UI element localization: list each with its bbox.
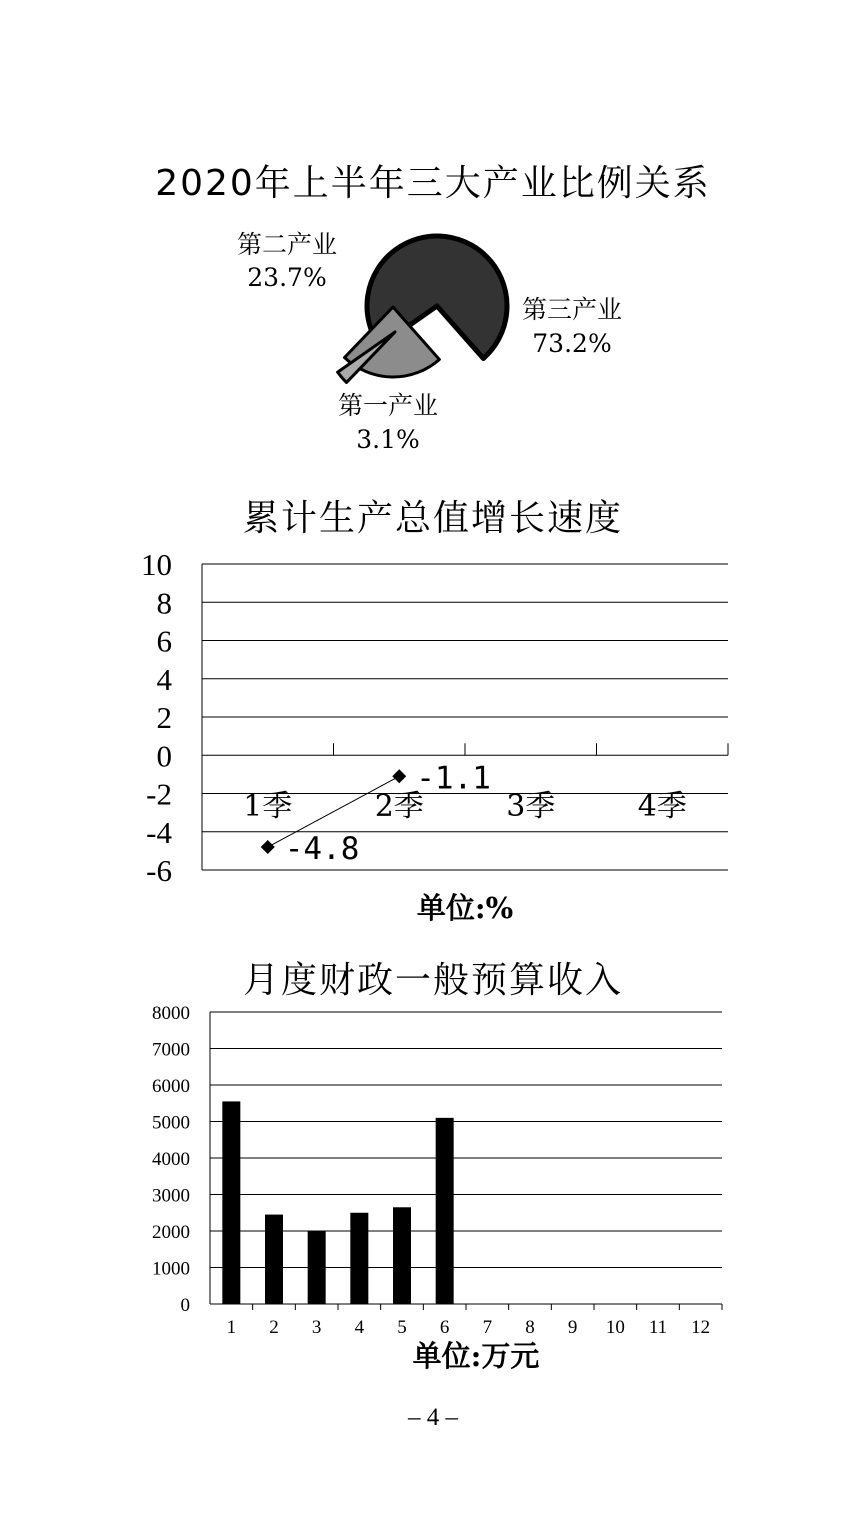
- bar-chart-bars: [222, 1101, 453, 1304]
- line-chart-title: 累计生产总值增长速度: [242, 498, 624, 539]
- page-number: – 4 –: [408, 1404, 458, 1431]
- bar-x-category-label: 3: [311, 1317, 322, 1338]
- bar-y-tick-label: 1000: [152, 1258, 190, 1280]
- line-y-tick-label: 10: [141, 547, 172, 582]
- bar-x-category-label: 6: [439, 1317, 450, 1338]
- bar-chart: [152, 960, 722, 1373]
- line-x-category-label: 4季: [637, 789, 687, 824]
- line-y-tick-label: -4: [146, 814, 172, 850]
- bar-chart-grid: [210, 1012, 722, 1310]
- bar-x-category-label: 5: [397, 1317, 407, 1338]
- line-data-point: [392, 769, 406, 783]
- bar-month-6: [436, 1118, 454, 1304]
- pie-chart-title: 2020年上半年三大产业比例关系: [155, 163, 711, 204]
- pie-chart: [155, 163, 711, 454]
- line-chart-grid: [202, 564, 728, 870]
- bar-chart-title: 月度财政一般预算收入: [242, 960, 624, 1001]
- line-y-tick-label: -6: [146, 853, 172, 888]
- bar-y-tick-label: 8000: [152, 1003, 190, 1024]
- line-x-category-label: 1季: [243, 789, 293, 824]
- bar-y-tick-label: 5000: [152, 1112, 190, 1134]
- pie-value-primary: 3.1%: [356, 425, 420, 454]
- line-y-tick-label: 2: [156, 700, 172, 735]
- pie-value-secondary: 23.7%: [247, 263, 327, 292]
- bar-chart-x-axis: [227, 1317, 711, 1338]
- bar-x-category-label: 8: [525, 1317, 535, 1338]
- bar-y-tick-label: 7000: [152, 1039, 190, 1061]
- line-x-category-label: 2季: [374, 789, 424, 824]
- bar-chart-unit-label: 单位:万元: [412, 1339, 540, 1373]
- bar-x-category-label: 12: [691, 1317, 711, 1338]
- line-data-label: -1.1: [416, 760, 491, 797]
- line-x-category-label: 3季: [506, 789, 556, 824]
- line-y-tick-label: 8: [156, 585, 172, 621]
- line-data-label: -4.8: [284, 831, 360, 868]
- pie-label-secondary: 第二产业: [236, 230, 338, 259]
- bar-x-category-label: 7: [482, 1317, 493, 1338]
- bar-x-category-label: 2: [269, 1317, 279, 1338]
- bar-y-tick-label: 2000: [152, 1222, 190, 1243]
- line-y-tick-label: 4: [156, 661, 172, 697]
- line-data-point: [261, 840, 275, 854]
- pie-value-tertiary: 73.2%: [532, 329, 612, 358]
- bar-month-1: [222, 1101, 240, 1304]
- bar-chart-y-axis: [152, 1003, 190, 1316]
- pie-slices: [338, 236, 507, 382]
- line-y-tick-label: 6: [156, 623, 172, 659]
- bar-x-category-label: 10: [605, 1317, 625, 1338]
- pie-label-primary: 第一产业: [337, 391, 439, 420]
- bar-month-2: [265, 1215, 283, 1304]
- line-chart-unit-label: 单位:%: [416, 891, 514, 925]
- bar-month-4: [350, 1213, 368, 1304]
- bar-y-tick-label: 0: [180, 1295, 190, 1316]
- bar-month-5: [393, 1207, 411, 1304]
- bar-y-tick-label: 4000: [152, 1149, 190, 1170]
- bar-y-tick-label: 6000: [152, 1076, 190, 1097]
- line-chart: [141, 498, 728, 925]
- bar-y-tick-label: 3000: [152, 1185, 190, 1207]
- line-chart-y-axis: [141, 547, 173, 888]
- line-y-tick-label: -2: [146, 776, 172, 812]
- line-y-tick-label: 0: [156, 738, 172, 774]
- pie-label-tertiary: 第三产业: [521, 295, 623, 324]
- bar-month-3: [308, 1231, 326, 1304]
- bar-x-category-label: 9: [567, 1317, 578, 1338]
- bar-x-category-label: 11: [648, 1317, 668, 1338]
- bar-x-category-label: 4: [354, 1317, 365, 1338]
- bar-x-category-label: 1: [226, 1317, 237, 1338]
